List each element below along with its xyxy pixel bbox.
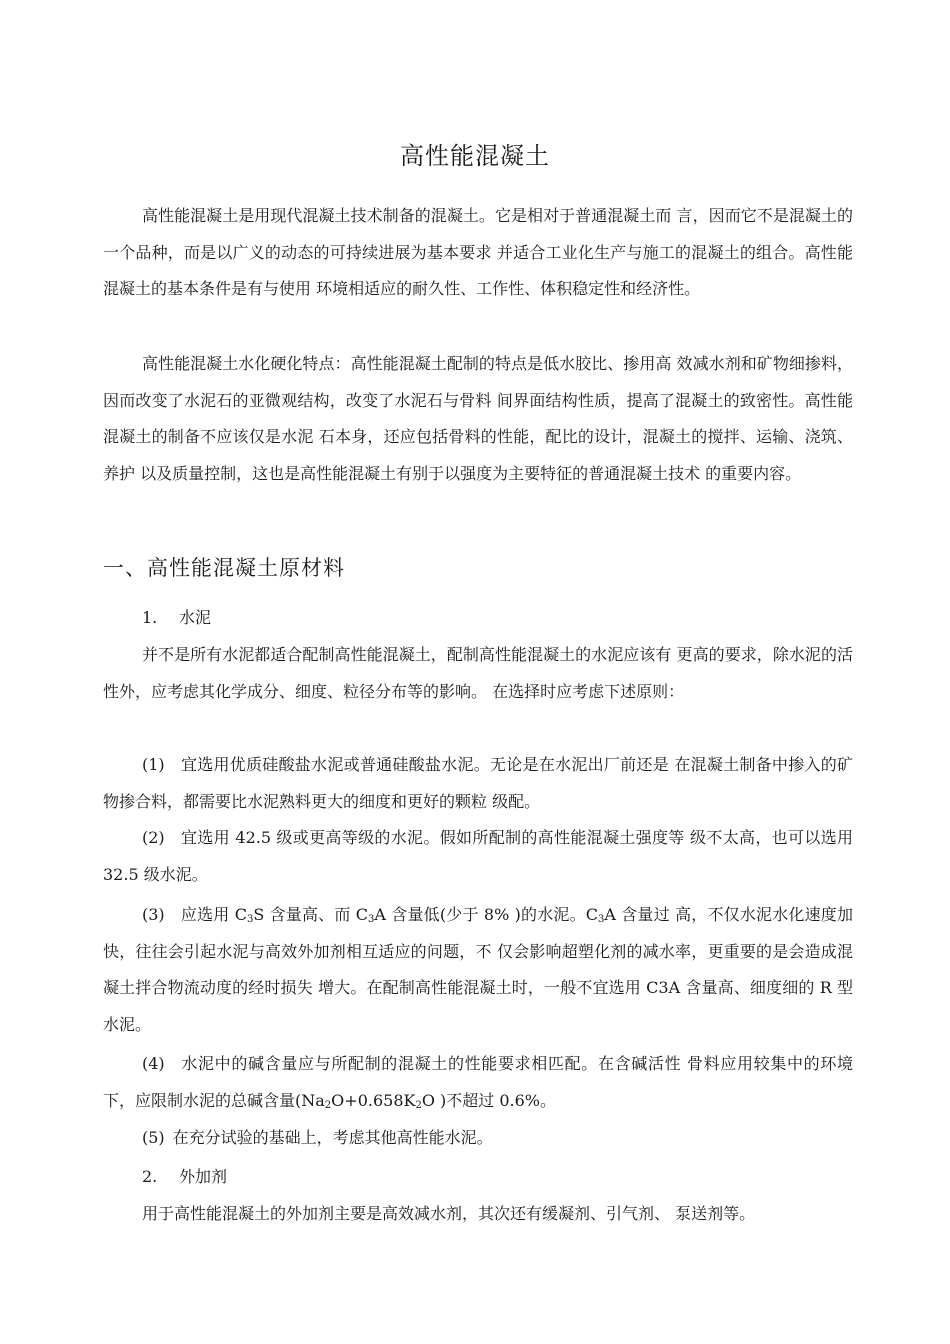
item-text: 宜选用 42.5 级或更高等级的水泥。假如所配制的高性能混凝土强度等 级不太高，也可以选用 32.5 级水泥。 (103, 828, 853, 884)
subsection-number: 2. (142, 1167, 158, 1186)
admixture-intro-paragraph: 用于高性能混凝土的外加剂主要是高效减水剂，其次还有缓凝剂、引气剂、 泵送剂等。 (142, 1204, 756, 1223)
subsection-cement-title (142, 600, 211, 636)
item-number: (2) (142, 828, 165, 847)
item-number: (3) (142, 905, 165, 924)
cement-item-1 (103, 747, 853, 820)
cement-item-2 (103, 820, 853, 893)
item-text: 宜选用优质硅酸盐水泥或普通硅酸盐水泥。无论是在水泥出厂前还是 在混凝土制备中掺入的矿物掺合料，都需要比水泥熟料更大的细度和更好的颗粒 级配。 (103, 755, 853, 811)
cement-intro-paragraph: 并不是所有水泥都适合配制高性能混凝土，配制高性能混凝土的水泥应该有 更高的要求，除水泥的活性外，应考虑其化学成分、细度、粒径分布等的影响。 在选择时应考虑下述原则： (103, 645, 853, 701)
item-number: (1) (142, 755, 165, 774)
subsection-title: 水泥 (179, 608, 212, 627)
item-number: (5) (142, 1128, 165, 1147)
intro-paragraph-2: 高性能混凝土水化硬化特点：高性能混凝土配制的特点是低水胶比、掺用高 效减水剂和矿物细掺料，因而改变了水泥石的亚微观结构，改变了水泥石与骨料 间界面结构性质，提高了混凝土的致密性。高性能混凝土的制备不应该仅是水泥 石本身，还应包括骨料的性能，配比的设计，混凝土的搅拌、运输、浇筑、养护 以及质量控制，这也是高性能混凝土有别于以强度为主要特征的普通混凝土技术 的重要内容。 (103, 354, 853, 483)
section-heading: 一、高性能混凝土原材料 (103, 556, 345, 580)
subsection-title: 外加剂 (179, 1167, 228, 1186)
page-title: 高性能混凝土 (400, 142, 550, 170)
cement-item-5 (103, 1120, 853, 1157)
subsection-number: 1. (142, 608, 158, 627)
cement-item-3: (3) 应选用 $C_3S$ 含量高、而 $C_3A$ 含量低(少于 8% )的水泥。$C_3A$ 含量过 高，不仅水泥水化速度加快，往往会引起水泥与高效外加剂相互适应的问题，不 仅会影响超塑化剂的减水率，更重要的是会造成混凝土拌合物流动度的经时损失 增大。在配制高性能混凝土时，一般不宜选用 C3A 含量高、细度细的 R 型水泥。 (103, 905, 853, 1034)
intro-paragraph-1: 高性能混凝土是用现代混凝土技术制备的混凝土。它是相对于普通混凝土而 言，因而它不是混凝土的一个品种，而是以广义的动态的可持续进展为基本要求 并适合工业化生产与施工的混凝土的组合。高性能混凝土的基本条件是有与使用 环境相适应的耐久性、工作性、体积稳定性和经济性。 (103, 206, 853, 298)
item-text: 在充分试验的基础上，考虑其他高性能水泥。 (172, 1128, 493, 1147)
item-number: (4) (142, 1054, 165, 1073)
subsection-admixture-title (142, 1159, 227, 1195)
cement-item-4: (4) 水泥中的碱含量应与所配制的混凝土的性能要求相匹配。在含碱活性 骨料应用较集中的环境下，应限制水泥的总碱含量($Na_2O+0.658K_2O$ )不超过 0.6%。 (103, 1054, 853, 1111)
